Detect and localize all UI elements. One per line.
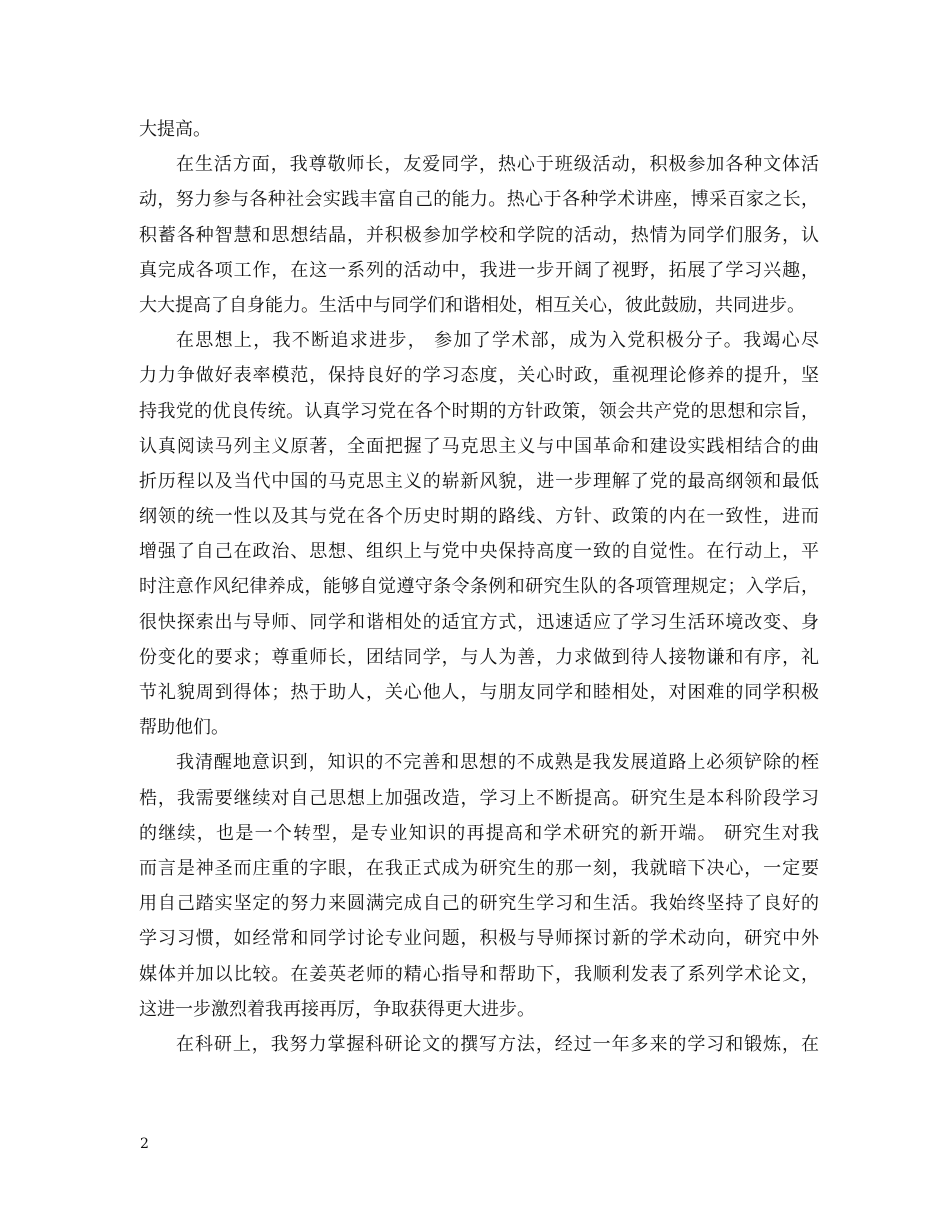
text-line: 节礼貌周到得体；热于助人，关心他人，与朋友同学和睦相处，对困难的同学积极 xyxy=(139,682,819,703)
text-line: 媒体并加以比较。在姜英老师的精心指导和帮助下，我顺利发表了系列学术论文， xyxy=(139,963,819,985)
text-line: 的继续，也是一个转型，是专业知识的再提高和学术研究的新开端。 研究生对我 xyxy=(139,822,819,844)
text-line: 在生活方面，我尊敬师长，友爱同学，热心于班级活动，积极参加各种文体活 xyxy=(176,154,819,176)
text-line: 在科研上，我努力掌握科研论文的撰写方法，经过一年多来的学习和锻炼，在 xyxy=(176,1033,819,1055)
text-line: 学习习惯，如经常和同学讨论专业问题，积极与导师探讨新的学术动向，研究中外 xyxy=(139,928,819,950)
text-line: 我清醒地意识到，知识的不完善和思想的不成熟是我发展道路上必须铲除的桎 xyxy=(176,752,819,774)
text-line: 梏，我需要继续对自己思想上加强改造，学习上不断提高。研究生是本科阶段学习 xyxy=(139,787,819,809)
text-line: 持我党的优良传统。认真学习党在各个时期的方针政策，领会共产党的思想和宗旨， xyxy=(139,400,819,422)
text-line: 大大提高了自身能力。生活中与同学们和谐相处，相互关心，彼此鼓励，共同进步。 xyxy=(139,294,805,316)
text-line: 这进一步激烈着我再接再厉，争取获得更大进步。 xyxy=(139,998,535,1020)
body-text xyxy=(139,112,819,1062)
text-line: 帮助他们。 xyxy=(139,717,229,739)
text-line: 用自己踏实坚定的努力来圆满完成自己的研究生学习和生活。我始终坚持了良好的 xyxy=(139,893,819,915)
text-line: 而言是神圣而庄重的字眼，在我正式成为研究生的那一刻，我就暗下决心，一定要 xyxy=(139,857,819,879)
text-line: 大提高。 xyxy=(139,119,211,140)
text-line: 折历程以及当代中国的马克思主义的崭新风貌，进一步理解了党的最高纲领和最低 xyxy=(139,470,819,492)
text-line: 在思想上，我不断追求进步， 参加了学术部，成为入党积极分子。我竭心尽 xyxy=(176,330,819,352)
text-line: 动，努力参与各种社会实践丰富自己的能力。热心于各种学术讲座，博采百家之长， xyxy=(139,189,819,211)
text-line: 增强了自己在政治、思想、组织上与党中央保持高度一致的自觉性。在行动上，平 xyxy=(139,541,819,563)
text-line: 时注意作风纪律养成，能够自觉遵守条令条例和研究生队的各项管理规定；入学后， xyxy=(139,576,819,598)
text-line: 很快探索出与导师、同学和谐相处的适宜方式，迅速适应了学习生活环境改变、身 xyxy=(139,611,819,633)
page-number: 2 xyxy=(140,1136,149,1152)
text-line: 积蓄各种智慧和思想结晶，并积极参加学校和学院的活动，热情为同学们服务，认 xyxy=(139,224,819,246)
text-line: 力力争做好表率模范，保持良好的学习态度，关心时政，重视理论修养的提升，坚 xyxy=(139,365,819,387)
text-line: 纲领的统一性以及其与党在各个历史时期的路线、方针、政策的内在一致性，进而 xyxy=(139,506,819,528)
text-line: 真完成各项工作，在这一系列的活动中，我进一步开阔了视野，拓展了学习兴趣， xyxy=(139,259,819,281)
text-line: 认真阅读马列主义原著，全面把握了马克思主义与中国革命和建设实践相结合的曲 xyxy=(139,435,819,457)
text-line: 份变化的要求；尊重师长，团结同学，与人为善，力求做到待人接物谦和有序，礼 xyxy=(139,646,819,668)
